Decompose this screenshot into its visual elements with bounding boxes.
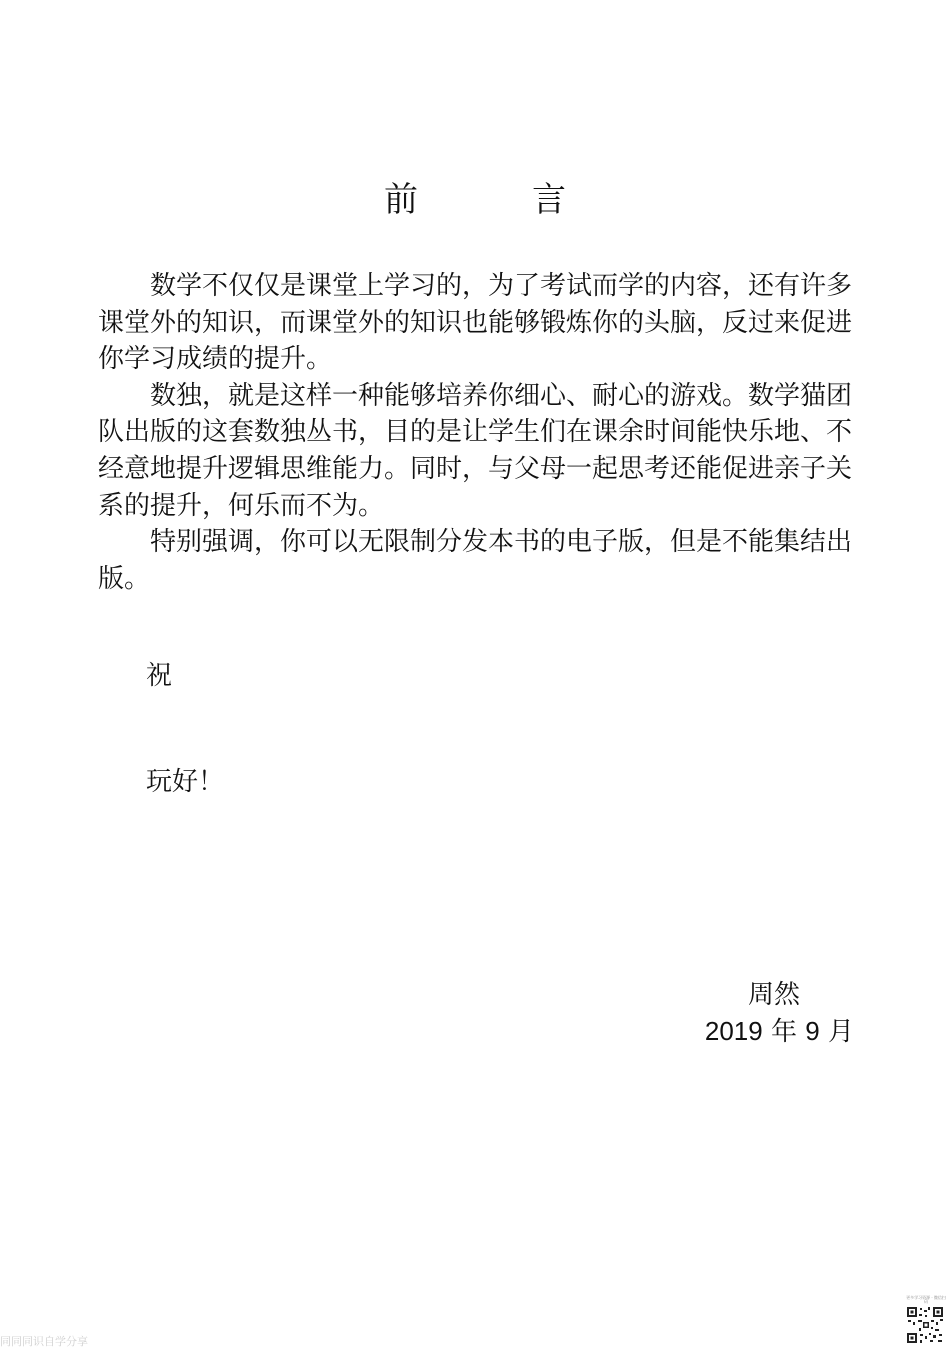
- paragraph-2: 数独，就是这样一种能够培养你细心、耐心的游戏。数学猫团队出版的这套数独丛书，目的是让学生们在课余时间能快乐地、不经意地提升逻辑思维能力。同时，与父母一起思考还能促进亲子关系的提升，何乐而不为。: [98, 380, 853, 521]
- paragraph-3: 特别强调，你可以无限制分发本书的电子版，但是不能集结出版。: [98, 527, 853, 594]
- preface-body: [98, 268, 852, 597]
- paragraph-1: 数学不仅仅是课堂上学习的，为了考试而学的内容，还有许多课堂外的知识，而课堂外的知识也能够锻炼你的头脑，反过来促进你学习成绩的提升。: [98, 271, 853, 375]
- closing-wish: 玩好！: [146, 767, 225, 797]
- page-title: 前 言: [384, 180, 606, 220]
- date-year: 2019: [704, 1016, 763, 1046]
- footer-watermark: 同同同识自学分享: [0, 1335, 88, 1348]
- date-year-unit: 年: [762, 1017, 806, 1047]
- date-month-unit: 月: [819, 1017, 854, 1047]
- closing-greeting: 祝: [146, 661, 173, 691]
- signature-date: [705, 1013, 854, 1050]
- date-month: 9: [805, 1016, 820, 1046]
- author-name: 周然: [747, 980, 800, 1010]
- qr-code-icon: [906, 1300, 944, 1344]
- qr-caption: 更多学习资源 · 微信扫码: [906, 1295, 946, 1304]
